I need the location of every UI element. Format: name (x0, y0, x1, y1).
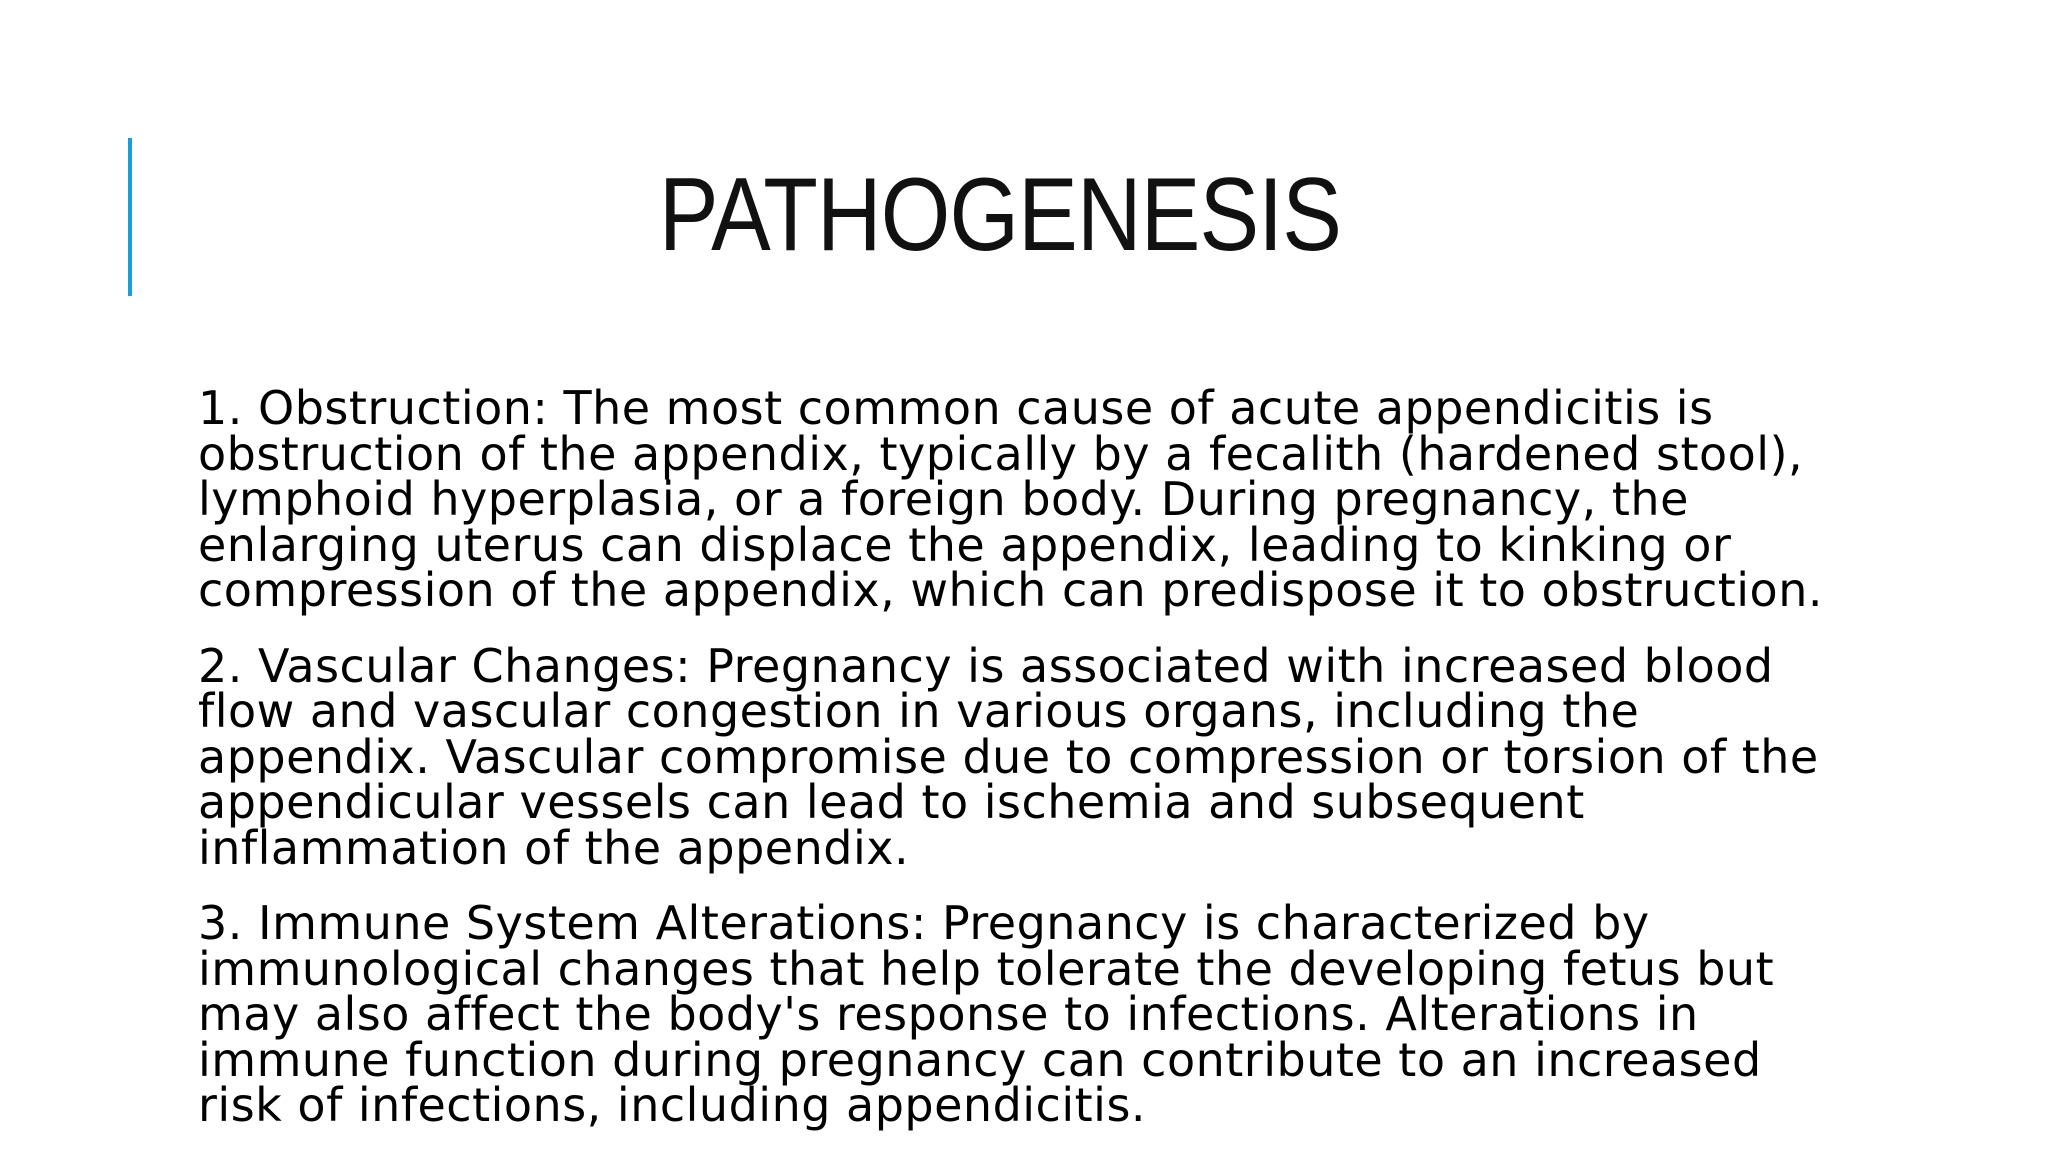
paragraph-obstruction (198, 381, 1838, 617)
paragraph-vascular-changes (198, 638, 1838, 875)
paragraph-line: obstruction of the appendix, typically by a fecalith (hardened stool), (198, 426, 1804, 481)
paragraph-line: may also affect the body's response to infections. Alterations in (198, 987, 1699, 1041)
paragraph-line: lymphoid hyperplasia, or a foreign body. During pregnancy, the (198, 472, 1689, 526)
paragraph-line: risk of infections, including appendicitis. (198, 1078, 1147, 1132)
paragraph-line: immunological changes that help tolerate the developing fetus but (198, 941, 1775, 996)
paragraph-line: immune function during pregnancy can contribute to an increased (198, 1032, 1762, 1087)
slide-title: PATHOGENESIS (658, 157, 1342, 273)
paragraph-line: 1. Obstruction: The most common cause of acute appendicitis is (198, 381, 1714, 435)
paragraph-line: flow and vascular congestion in various organs, including the (198, 684, 1640, 738)
paragraph-line: appendicular vessels can lead to ischemia and subsequent (198, 775, 1585, 829)
paragraph-line: inflammation of the appendix. (198, 820, 910, 875)
paragraph-line: 3. Immune System Alterations: Pregnancy is characterized by (198, 896, 1650, 950)
paragraph-immune-system (198, 896, 1838, 1132)
paragraph-line: enlarging uterus can displace the appendix, leading to kinking or (198, 517, 1732, 572)
slide-body (198, 381, 1838, 1152)
paragraph-line: 2. Vascular Changes: Pregnancy is associated with increased blood (198, 638, 1774, 693)
paragraph-line: compression of the appendix, which can predispose it to obstruction. (198, 563, 1823, 617)
accent-bar (128, 138, 132, 296)
paragraph-line: appendix. Vascular compromise due to compression or torsion of the (198, 729, 1819, 784)
